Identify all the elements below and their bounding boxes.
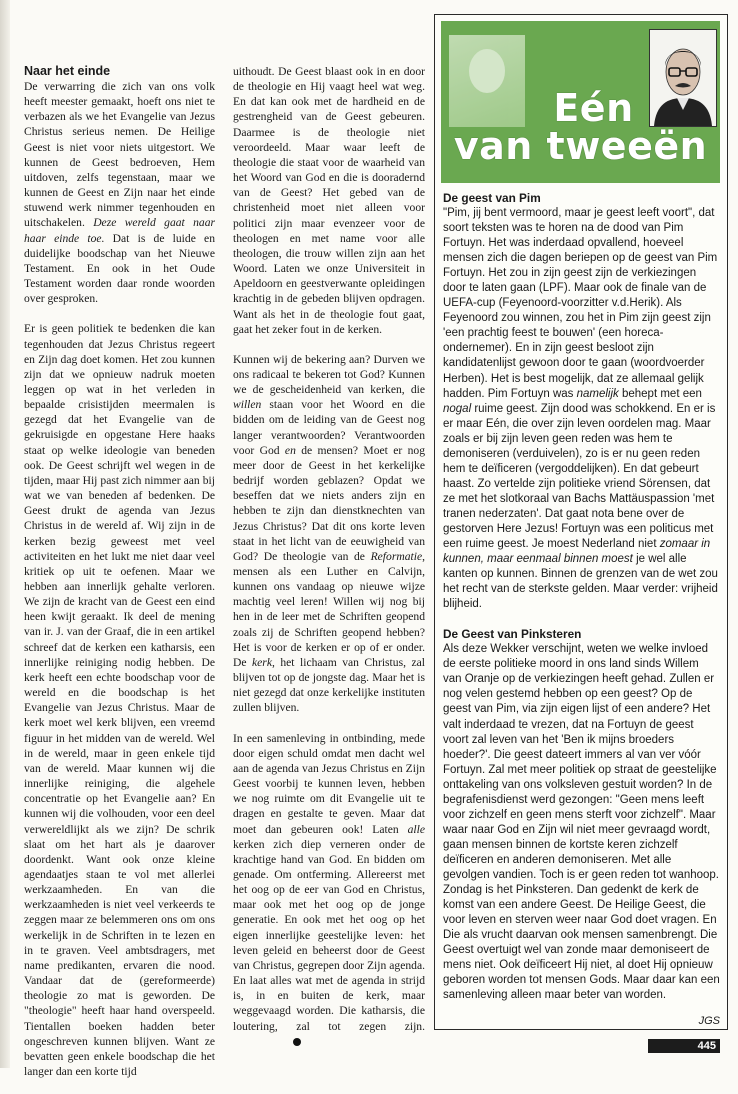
article-paragraph: Er is geen politiek te bedenken die kan tegenhouden dat Jezus Christus regeert en Zijn dag doet komen. Het zou kunnen zijn dat we opnieuw nadruk moeten leggen op wat in het verleden in bepaalde crisistijden meermalen is gezegd dat het Evangelie van de gekruisigde en opgestane Here haaks staat op welke ideologie van beneden ook. De Geest schrijft wel wegen in de tijden, maar Hij past zich nimmer aan bij wat we van beneden af bedenken. De Geest drukt de agenda van Jezus Christus in de wereld af. Wij zijn in de kerken bezig geweest met veel activiteiten en het lukt me niet daar veel kritiek op uit te oefenen. Maar we hebben aan innerlijk gehalte verloren. We zijn de kracht van de Geest een eind heen kwijt geraakt. Ik deel de mening van ir. J. van der Graaf, die in een artikel schreef dat de kerken een katharsis, een innerlijke reiniging nodig hebben. De kerk heeft een echte boodschap voor de wereld en die boodschap is het Evangelie van Jezus Christus. Maar de kerk moet wel kerk blijven, een vreemd figuur in het midden van de wereld. Wel in de wereld, maar in geen enkele tijd van de wereld. Maar kunnen wij die innerlijke reiniging, die algehele concentratie op het Evangelie aan? En kunnen wij die volhouden, voor een deel verwereldlijkt als we zijn? De schrik slaat om het hart als je daarover doordenkt. Want ook onze kleine agendaatjes staan te vol met allerlei werkzaamheden. En van die werkzaamheden is niet veel verkeerds te zeggen maar ze belemmeren ons om ons werkelijk in de Schriften in te lezen en in te graven. Veel ambtsdragers, met name predikanten, ervaren die nood. Vandaar dat de (gereformeerde) theologie zo mat is geworden. De "theologie" heeft haar hand overspeeld. Tientallen boeken hadden beter ongeschreven kunnen blijven. Want ze bevatten geen enkele boodschap die het langer dan een korte tijd (24, 322, 215, 1078)
sidebar-box (434, 14, 728, 1030)
sidebar-body (443, 191, 720, 1029)
end-of-article-bullet-icon (293, 1038, 301, 1046)
column-banner (441, 21, 720, 183)
page-binding-shadow (0, 0, 10, 1068)
column-title (441, 86, 720, 168)
column-title-line-2: van tweeën (453, 124, 708, 168)
page-number: 445 (648, 1039, 720, 1053)
article-paragraph: uithoudt. De Geest blaast ook in en door de theologie en Hij vaagt heel wat weg. En dat kan ook met de hardheid en de gestrengheid van de Geest gebeuren. Daarmee is de theologie niet veroordeeld. Maar waar leeft de theologie die staat voor de waarheid van het Woord van God en die is dooradernd van de Geest? Het gebed van de christenheid moet niet alleen voor politici zijn maar evenzeer voor de theologen en met name voor alle theologen, die trouw willen zijn aan het Woord. Laten we onze Universiteit in Apeldoorn en geestverwante opleidingen krachtig in de gebeden blijven opdragen. Want als het in de theologie fout gaat, gaat het zeker fout in de kerken. (233, 65, 425, 336)
article-paragraph: Kunnen wij de bekering aan? Durven we ons radicaal te bekeren tot God? Kunnen we de gescheidenheid van kerken, die willen staan voor het Woord en die bidden om de leiding van de Geest nog langer verantwoorden? Verantwoorden voor God en de mensen? Moet er nog meer door de Geest in het kerkelijke bedrijf worden geblazen? Opdat we beseffen dat we niets anders zijn en hebben te zijn dan dienstknechten van Jezus Christus? Dat dit ons korte leven staat in het licht van de eeuwigheid van God? De theologie van de Reformatie, mensen als een Luther en Calvijn, kunnen ons vandaag op nieuwe wijze machtig veel leren! Willen wij nog bij hen in de leer met de Schriften geopend zoals zij de Schriften geopend hebben? Het is voor de kerken er op of er onder. De kerk, het lichaam van Christus, zal blijven tot op de jongste dag. Maar het is niet gezegd dat onze kerkelijke instituten zullen blijven. (233, 352, 425, 715)
article-column-2 (233, 64, 425, 1064)
article-heading: Naar het einde (24, 64, 111, 78)
sidebar-heading-2: De Geest van Pinksteren (443, 627, 582, 642)
column-title-line-1: Eén (553, 86, 634, 130)
sidebar-heading-1: De geest van Pim (443, 191, 541, 205)
article-column-1 (24, 64, 215, 1094)
sidebar-paragraph: "Pim, jij bent vermoord, maar je geest leeft voort", dat soort teksten was te horen na de dood van Pim Fortuyn. Het was inderdaad opvallend, hoeveel mensen zich die dagen beriepen op de geest van Pim Fortuyn. Het zou in zijn geest zijn de verkiezingen door te laten gaan (LPF). Maar ook de finale van de UEFA-cup (Feyenoord-voorzitter v.d.Herik). Als Feyenoord zou winnen, zou het in Pim zijn geest zijn 'een prachtig feest te bouwen' (een horeca-ondernemer). En in zijn geest besloot zijn kandidatenlijst gewoon door te gaan (woordvoerder Herben). Het is best mogelijk, dat ze allemaal gelijk hadden. Pim Fortuyn was namelijk behept met een nogal ruime geest. Zijn dood was schokkend. En er is er maar Eén, die over zijn leven oordelen mag. Maar zoals er bij zijn leven geen reden was hem te demoniseren (verduivelen), zo is er nu geen reden hem te deïficeren (vergoddelijken). En dat gebeurt haast. Zo vertelde zijn politieke vriend Sörensen, dat ze met het slotkoraal van Bachs Mattäuspassion 'met tranen nederzaten'. Dat gaat nota bene over de gestorven Here Jezus! Fortuyn was een politicus met een ruime geest. Je moest Nederland niet zomaar in kunnen, maar eenmaal binnen moest je wel alle kanten op kunnen. Binnen de grenzen van de wet zou het recht van de sterkste gelden. Maar verder: vrijheid blijheid. (443, 207, 718, 611)
author-signature: JGS (698, 1015, 720, 1028)
sidebar-paragraph: Als deze Wekker verschijnt, weten we welke invloed de eerste politieke moord in ons land sinds Willem van Oranje op de verkiezingen heeft gehad. Zullen er nog velen gestemd hebben op een geest? Op de geest van Pim, via zijn eigen lijst of een andere? Het valt inderdaad te vrezen, dat na Fortuyn de geest voort zal leven van het 'Ben ik mijns broeders hoeder?'. Die geest dateert immers al van ver vóór Fortuyn. Zal met meer politiek op straat de geestelijke onttakeling van ons volksleven gestuit worden? In de begrafenisdienst werd gezongen: "Geen mens leeft voor zichzelf en geen mens sterft voor zichzelf". Maar waar naar God en Zijn wil niet meer gevraagd wordt, gaan mensen binnen de kortste keren zichzelf deïficeren en anderen demoniseren. Met alle gevolgen vandien. Toch is er geen reden tot wanhoop. Zondag is het Pinksteren. Dan gedenkt de kerk de komst van een andere Geest. De Heilige Geest, die voor leven en sterven weer naar God doet vragen. En Die als vrucht daarvan ook mensen samenbrengt. Die Geest overtuigt wel van zonde maar demoniseert de mens niet. Ook deïficeert Hij niet, al doet Hij opnieuw geboren worden tot mensen Gods. Maar daar kan een samenleving alleen maar beter van worden. (443, 643, 720, 1002)
article-paragraph: De verwarring die zich van ons volk heeft meester gemaakt, hoeft ons niet te verbazen als we het Evangelie van Jezus Christus serieus nemen. De Heilige Geest is niet voor niets uitgestort. We kunnen de Geest bedroeven, Hem uitdoven, zelfs tegenstaan, maar we kunnen de Geest en Zijn naar het einde stuwend werk nimmer tegenhouden en uitschakelen. Deze wereld gaat naar haar einde toe. Dat is de luide en duidelijke boodschap van het Nieuwe Testament. En ook in het Oude Testament worden daar ronde woorden over gesproken. (24, 80, 215, 306)
article-paragraph: In een samenleving in ontbinding, mede door eigen schuld omdat men dacht wel aan de agenda van Jezus Christus en Zijn Geest voorbij te kunnen leven, hebben we nog ruimte om dit Evangelie uit te dragen en gestalte te geven. Maar dat moet dan gebeuren ook! Laten alle kerken zich diep verneren onder de krachtige hand van God. En bidden om genade. Om ontferming. Allereerst met het oog op de eer van God en Christus, maar ook met het oog op de jonge generatie. En ook met het oog op het eigen innerlijke geestelijke leven: het leven geleid en beheerst door de Geest van Christus, gegrepen door Zijn agenda. En laat alles wat met de agenda in strijd is, in en buiten de kerk, maar weggevaagd worden. Die katharsis, die loutering, zal tot zegen zijn. (233, 731, 425, 1049)
